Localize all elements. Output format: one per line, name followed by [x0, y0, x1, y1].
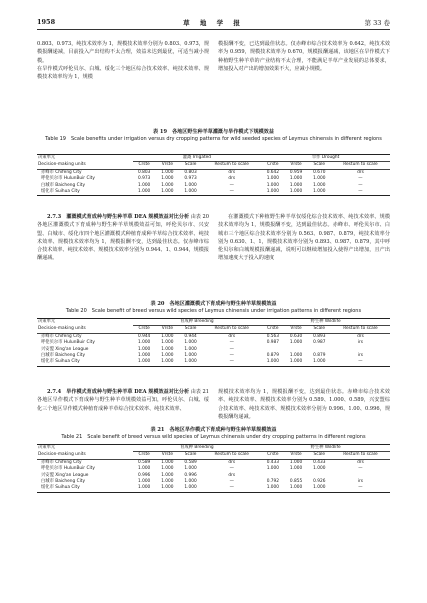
- table-cell: 0.987: [266, 340, 279, 346]
- table-cell: —: [229, 466, 234, 472]
- table-cell: 1.000: [179, 189, 202, 196]
- table-cell: 0.855: [289, 479, 303, 485]
- group-header: 野生种 Wildlife: [261, 445, 390, 452]
- row-unit: 白城市 Baicheng City: [41, 479, 85, 485]
- table-cell: 0.670: [313, 169, 326, 175]
- table-cell: 1.000: [133, 359, 156, 366]
- column-header: Scale: [308, 326, 331, 333]
- table-cell: 1.000: [313, 466, 326, 472]
- unit-label-en: Decision-making units: [37, 326, 133, 333]
- table-cell: 0.996: [184, 472, 197, 478]
- table-cell: 1.000: [313, 182, 326, 188]
- table-cell: 1.000: [137, 353, 151, 359]
- table-row: [37, 189, 390, 196]
- section-273-left-text: 由表 20 各地区灌溉模式下育成种与野生种羊草规模效益可知，呼伦贝尔市、兴安盟、白城市、绥化市四个地区灌溉模式种植育成种羊草综合技术效率、纯技术效率、规模技术效率均为 1，规模报酬不变，达到最佳状态。仅赤峰市综合技术效率、纯技术效率、规模技术效率分别为 0.944、1、0.944，规模报酬递减。: [37, 214, 209, 262]
- table-cell: 0.893: [313, 333, 326, 339]
- table19-caption-en: Table 19 Scale benefits under irrigation versus dry cropping patterns for wild seeded species of Leymus chinensis in different regions: [45, 136, 382, 142]
- table21-caption-cn: 表 21 各地区旱作模式下育成种与野生种羊草规模效益: [150, 427, 277, 433]
- table-cell: 0.630: [289, 333, 303, 339]
- table-cell: 1.000: [313, 176, 326, 182]
- table-cell: 1.000: [284, 189, 307, 196]
- column-header: Restum to scale: [202, 162, 261, 169]
- column-header: Crste: [261, 162, 284, 169]
- table-cell: 1.000: [308, 189, 331, 196]
- row-unit: 兴安盟 Xing'an League: [41, 472, 89, 478]
- table-cell: 0.642: [266, 169, 279, 175]
- table-cell: 1.000: [261, 359, 284, 366]
- column-header: Scale: [179, 162, 202, 169]
- table-cell: —: [202, 189, 261, 196]
- journal-title: 草 地 学 报: [183, 19, 244, 27]
- group-header: 育成种 Breeding: [133, 319, 262, 326]
- row-unit: 呼伦贝尔市 HulunBuir City: [41, 340, 95, 346]
- table-cell: irs: [357, 340, 364, 346]
- column-header: Vrste: [284, 452, 307, 459]
- column-header: Crste: [133, 452, 156, 459]
- column-header: Crste: [133, 326, 156, 333]
- section-273-heading: 2.7.3 灌溉模式育成种与野生种羊草 DEA 规模效益对比分析: [47, 214, 190, 220]
- table-cell: 1.000: [184, 346, 197, 352]
- table-cell: 1.000: [137, 346, 151, 352]
- table-cell: 1.000: [156, 189, 179, 196]
- section-274-left-text: 由表 21 各地区旱作模式下育成种与野生种羊草规模效益可知，呼伦贝尔、白城、绥化三个地区旱作模式种植育成种羊草综合技术效率、纯技术效率、: [37, 389, 209, 412]
- table-cell: 1.000: [161, 353, 174, 359]
- table-cell: 1.000: [133, 485, 156, 492]
- table-cell: 1.000: [184, 182, 197, 188]
- table-cell: 0.433: [313, 459, 326, 465]
- column-header: Crste: [261, 452, 284, 459]
- table21: [37, 444, 390, 493]
- table-cell: 1.000: [184, 340, 197, 346]
- column-header: Restum to scale: [202, 452, 261, 459]
- table-cell: 1.000: [308, 359, 331, 366]
- running-header: [37, 18, 390, 29]
- column-header: Crste: [261, 326, 284, 333]
- section-274-left: [37, 388, 209, 413]
- table-cell: —: [202, 359, 261, 366]
- volume-label: 第 33 卷: [364, 19, 390, 27]
- table-cell: 1.000: [161, 182, 174, 188]
- table-cell: 1.000: [289, 466, 303, 472]
- column-header: Vrste: [156, 162, 179, 169]
- column-header: Scale: [179, 326, 202, 333]
- table-cell: 0.803: [137, 169, 151, 175]
- column-header: Restum to scale: [331, 452, 390, 459]
- column-header: Vrste: [156, 452, 179, 459]
- table-cell: —: [331, 485, 390, 492]
- table-cell: drs: [228, 459, 236, 465]
- table-row: [37, 359, 390, 366]
- table-cell: 1.000: [184, 353, 197, 359]
- table-cell: 1.000: [184, 466, 197, 472]
- row-unit: 白城市 Baicheng City: [41, 353, 85, 359]
- unit-label-en: Decision-making units: [37, 162, 133, 169]
- unit-label-cn: 决策单元: [37, 445, 133, 452]
- table-cell: 1.000: [137, 182, 151, 188]
- column-header: Restum to scale: [331, 326, 390, 333]
- row-unit: 白城市 Baicheng City: [41, 182, 85, 188]
- table-cell: 0.433: [266, 459, 279, 465]
- table20-caption-en: Table 20 Scale benefit of breed versus wild species of Leymus chinensis under irrigation patterns in different regions: [65, 308, 362, 314]
- table-cell: drs: [228, 472, 236, 478]
- column-header: Restum to scale: [331, 162, 390, 169]
- column-header: Scale: [308, 162, 331, 169]
- section-273-right: [218, 213, 390, 263]
- table-cell: 1.000: [289, 340, 303, 346]
- table-cell: irs: [357, 479, 364, 485]
- column-header: Vrste: [156, 326, 179, 333]
- section-274-heading: 2.7.4 旱作模式育成种与野生种羊草 DEA 规模效益对比分析: [47, 389, 190, 395]
- row-unit: 呼伦贝尔市 HulunBuir City: [41, 176, 95, 182]
- table-cell: —: [331, 359, 390, 366]
- table20: [37, 318, 390, 367]
- table-cell: 0.987: [313, 340, 326, 346]
- table-cell: 0.959: [289, 169, 303, 175]
- table-cell: —: [331, 189, 390, 196]
- row-unit: 绥化市 Suihua City: [37, 359, 133, 366]
- table-cell: 1.000: [161, 176, 174, 182]
- table-cell: 0.973: [184, 176, 197, 182]
- column-header: Restum to scale: [202, 326, 261, 333]
- table-cell: 1.000: [184, 479, 197, 485]
- table20-caption-cn: 表 20 各地区灌溉模式下育成种与野生种羊草规模效益: [150, 301, 277, 307]
- table-cell: 0.996: [137, 472, 151, 478]
- table-cell: 1.000: [266, 466, 279, 472]
- table19: [37, 154, 390, 196]
- group-header: 野生种 Wildlife: [261, 319, 390, 326]
- table-cell: 1.000: [289, 176, 303, 182]
- table-cell: 1.000: [156, 359, 179, 366]
- table-cell: 0.563: [266, 333, 279, 339]
- row-unit: 赤峰市 Chifeng City: [41, 333, 82, 339]
- table-cell: —: [229, 182, 234, 188]
- table19-caption-cn: 表 19 各地区野生种羊草灌溉与旱作模式下规模效益: [153, 129, 274, 135]
- row-unit: 呼伦贝尔市 HulunBuir City: [41, 466, 95, 472]
- table-cell: 1.000: [289, 182, 303, 188]
- table-cell: 1.000: [161, 333, 174, 339]
- row-unit: 兴安盟 Xing'an League: [41, 346, 89, 352]
- table-cell: 0.792: [266, 479, 279, 485]
- table-cell: 1.000: [161, 346, 174, 352]
- row-unit: 赤峰市 Chifeng City: [41, 169, 82, 175]
- header-rule: [37, 29, 390, 30]
- table-cell: 1.000: [308, 485, 331, 492]
- table-cell: 1.000: [137, 479, 151, 485]
- table-cell: 1.000: [266, 176, 279, 182]
- table-cell: 1.000: [179, 359, 202, 366]
- table-cell: 1.000: [161, 466, 174, 472]
- table-cell: —: [358, 182, 363, 188]
- table-cell: 1.000: [161, 169, 174, 175]
- table-cell: 1.000: [284, 359, 307, 366]
- table-cell: 0.879: [266, 353, 279, 359]
- row-unit: 绥化市 Suihua City: [37, 485, 133, 492]
- unit-label-cn: 决策单元: [37, 155, 133, 162]
- table-cell: 1.000: [137, 340, 151, 346]
- table-cell: 0.926: [313, 479, 326, 485]
- top-left-paragraph: 0.803、0.973，纯技术效率为 1，规模技术效率分别为 0.803、0.973，规模报酬递减，目前投入产出结构不太合理，效益未达到最优，可适当减小规模。 在旱作模式呼伦贝尔、白城、绥化三个地区综合技术效率、纯技术效率、规模技术效率均为 1，规模: [37, 41, 209, 81]
- section-273-left: [37, 213, 209, 263]
- group-header: 育成种 Breeding: [133, 445, 262, 452]
- group-header: 旱作 Drought: [261, 155, 390, 162]
- row-unit: 绥化市 Suihua City: [37, 189, 133, 196]
- row-unit: 赤峰市 Chifeng City: [41, 459, 82, 465]
- group-header: 灌溉 Irrigated: [133, 155, 262, 162]
- table-cell: 0.589: [137, 459, 151, 465]
- table-cell: 1.000: [161, 472, 174, 478]
- table-cell: 1.000: [261, 189, 284, 196]
- table-cell: drs: [228, 333, 236, 339]
- table-cell: 1.000: [156, 485, 179, 492]
- page-number: 1958: [37, 18, 56, 26]
- unit-label-en: Decision-making units: [37, 452, 133, 459]
- column-header: Scale: [179, 452, 202, 459]
- top-right-paragraph: 模报酬不变，已达到最佳状态。仅赤峰市综合技术效率为 0.642，纯技术效率为 0.959，规模技术效率为 0.670，规模报酬递减，该地区在旱作模式下种植野生种羊草的产业结构不太合理，不能满足羊草产业发展的总体要求，增加投入对产出的增加效果不大，应减小规模。: [218, 41, 390, 72]
- column-header: Vrste: [284, 326, 307, 333]
- table-cell: —: [358, 466, 363, 472]
- table-cell: 1.000: [133, 189, 156, 196]
- table-cell: 1.000: [161, 340, 174, 346]
- column-header: Scale: [308, 452, 331, 459]
- table-cell: —: [202, 485, 261, 492]
- unit-label-cn: 决策单元: [37, 319, 133, 326]
- table-cell: 1.000: [161, 459, 174, 465]
- table-cell: —: [229, 353, 234, 359]
- table-cell: 1.000: [137, 466, 151, 472]
- table-cell: 1.000: [261, 485, 284, 492]
- table-cell: 0.944: [137, 333, 151, 339]
- table-cell: 1.000: [179, 485, 202, 492]
- section-274-right-text: 规模技术效率均为 1，规模报酬不变，达到最佳状态。赤峰市综合技术效率、纯技术效率、规模技术效率分别为 0.589、1.000、0.589，兴安盟综合技术效率、纯技术效率、规模技术效率分别为 0.996、1.00、0.996，规模报酬均递减。: [218, 389, 390, 420]
- table-cell: 0.973: [137, 176, 151, 182]
- column-header: Crste: [133, 162, 156, 169]
- table-cell: 1.000: [284, 485, 307, 492]
- table-cell: 1.000: [289, 353, 303, 359]
- table-cell: 0.803: [184, 169, 197, 175]
- table-cell: 0.944: [184, 333, 197, 339]
- table-cell: —: [229, 340, 234, 346]
- table-cell: drs: [228, 176, 236, 182]
- table-cell: drs: [357, 169, 364, 175]
- table-row: [37, 485, 390, 492]
- table-cell: irs: [357, 353, 364, 359]
- table-cell: drs: [357, 459, 364, 465]
- table-cell: 1.000: [289, 459, 303, 465]
- section-273-right-text: 在灌溉模式下种植野生种羊草仅绥化综合技术效率、纯技术效率、规模技术效率均为 1，规模报酬不变，达到最佳状态。赤峰市、呼伦贝尔市、白城市三个地区综合技术效率分别为 0.563、0.987、0.879，纯技术效率分别为 0.630、1、1，规模技术效率分别为 0.893、0.987、0.879，其中呼伦贝尔和白城规模报酬递减，说明可以继续增加投入使得产出增加，且产出增加速度大于投入的速度: [218, 214, 390, 262]
- table-cell: 0.879: [313, 353, 326, 359]
- section-274-right: [218, 388, 390, 421]
- table-cell: —: [229, 346, 234, 352]
- table-cell: 0.589: [184, 459, 197, 465]
- table-cell: —: [358, 176, 363, 182]
- table-cell: drs: [228, 169, 236, 175]
- table-cell: 1.000: [266, 182, 279, 188]
- table-cell: 1.000: [161, 479, 174, 485]
- column-header: Vrste: [284, 162, 307, 169]
- table21-caption-en: Table 21 Scale benefit of breed versus wild species of Leymus chinensis under dry cropping patterns in different regions: [61, 434, 366, 440]
- table-cell: —: [229, 479, 234, 485]
- table-cell: drs: [357, 333, 364, 339]
